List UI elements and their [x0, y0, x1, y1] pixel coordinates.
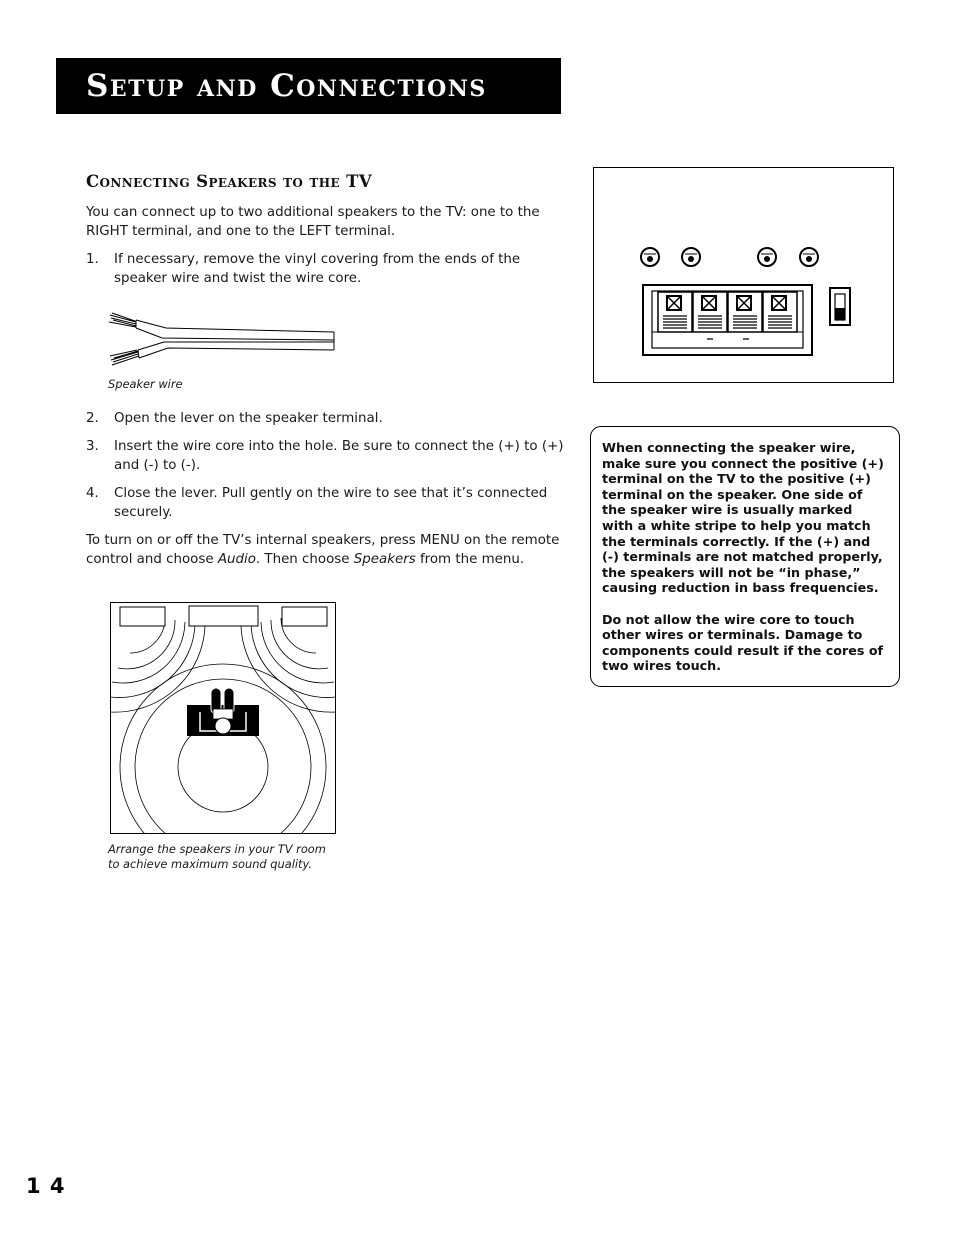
step-3 — [86, 437, 564, 475]
step-2 — [86, 409, 564, 428]
speaker-wire-illustration — [106, 310, 342, 372]
note-paragraph-1: When connecting the speaker wire, make sure you connect the positive (+) terminal on the TV to the positive (+) terminal on the speaker. One side of the speaker wire is usually marked with a white stripe to help you match the terminals correctly. If the (+) and (-) terminals are not matched properly, the speakers will not be “in phase,” causing reduction in bass frequencies. — [602, 440, 884, 596]
intro-paragraph: You can connect up to two additional speakers to the TV: one to the RIGHT terminal, and one to the LEFT terminal. — [86, 205, 540, 239]
step-4 — [86, 484, 564, 522]
step-text: Open the lever on the speaker terminal. — [114, 411, 383, 426]
speaker-terminal-panel — [593, 167, 894, 383]
step-number: 1. — [86, 252, 99, 267]
right-speaker — [282, 607, 327, 626]
page-number: 1 4 — [26, 1174, 66, 1198]
internal-speakers-text-3: from the menu. — [415, 552, 525, 567]
step-number: 2. — [86, 411, 99, 426]
internal-speakers-text-2: . Then choose — [255, 552, 354, 567]
note-paragraph-2: Do not allow the wire core to touch other wires or terminals. Damage to components could result if the cores of two wires touch. — [602, 611, 884, 674]
internal-speakers-paragraph — [86, 531, 564, 569]
speaker-terminal-illustration — [594, 168, 893, 382]
internal-speakers-text-1: To turn on or off the TV’s internal speakers, press MENU on the remote control and choose — [86, 533, 560, 567]
room-caption-line-2: to achieve maximum sound quality. — [108, 857, 312, 871]
room-caption-line-1: Arrange the speakers in your TV room — [108, 842, 326, 856]
speaker-wire-caption: Speaker wire — [108, 377, 183, 391]
step-number: 3. — [86, 439, 99, 454]
note-box — [590, 426, 900, 687]
left-speaker — [120, 607, 165, 626]
step-text: If necessary, remove the vinyl covering from the ends of the speaker wire and twist the wire core. — [114, 252, 521, 286]
menu-speakers: Speakers — [353, 552, 416, 567]
step-1 — [86, 250, 564, 288]
section-heading: Connecting Speakers to the TV — [86, 172, 373, 191]
title-banner — [56, 58, 561, 114]
tv-box — [189, 606, 258, 626]
page-title: Setup and Connections — [86, 68, 487, 104]
step-text: Close the lever. Pull gently on the wire to see that it’s connected securely. — [114, 486, 548, 520]
step-number: 4. — [86, 486, 99, 501]
step-text: Insert the wire core into the hole. Be sure to connect the (+) to (+) and (-) to (-). — [114, 439, 564, 473]
room-arrangement-illustration — [110, 602, 336, 834]
menu-audio: Audio — [217, 552, 256, 567]
